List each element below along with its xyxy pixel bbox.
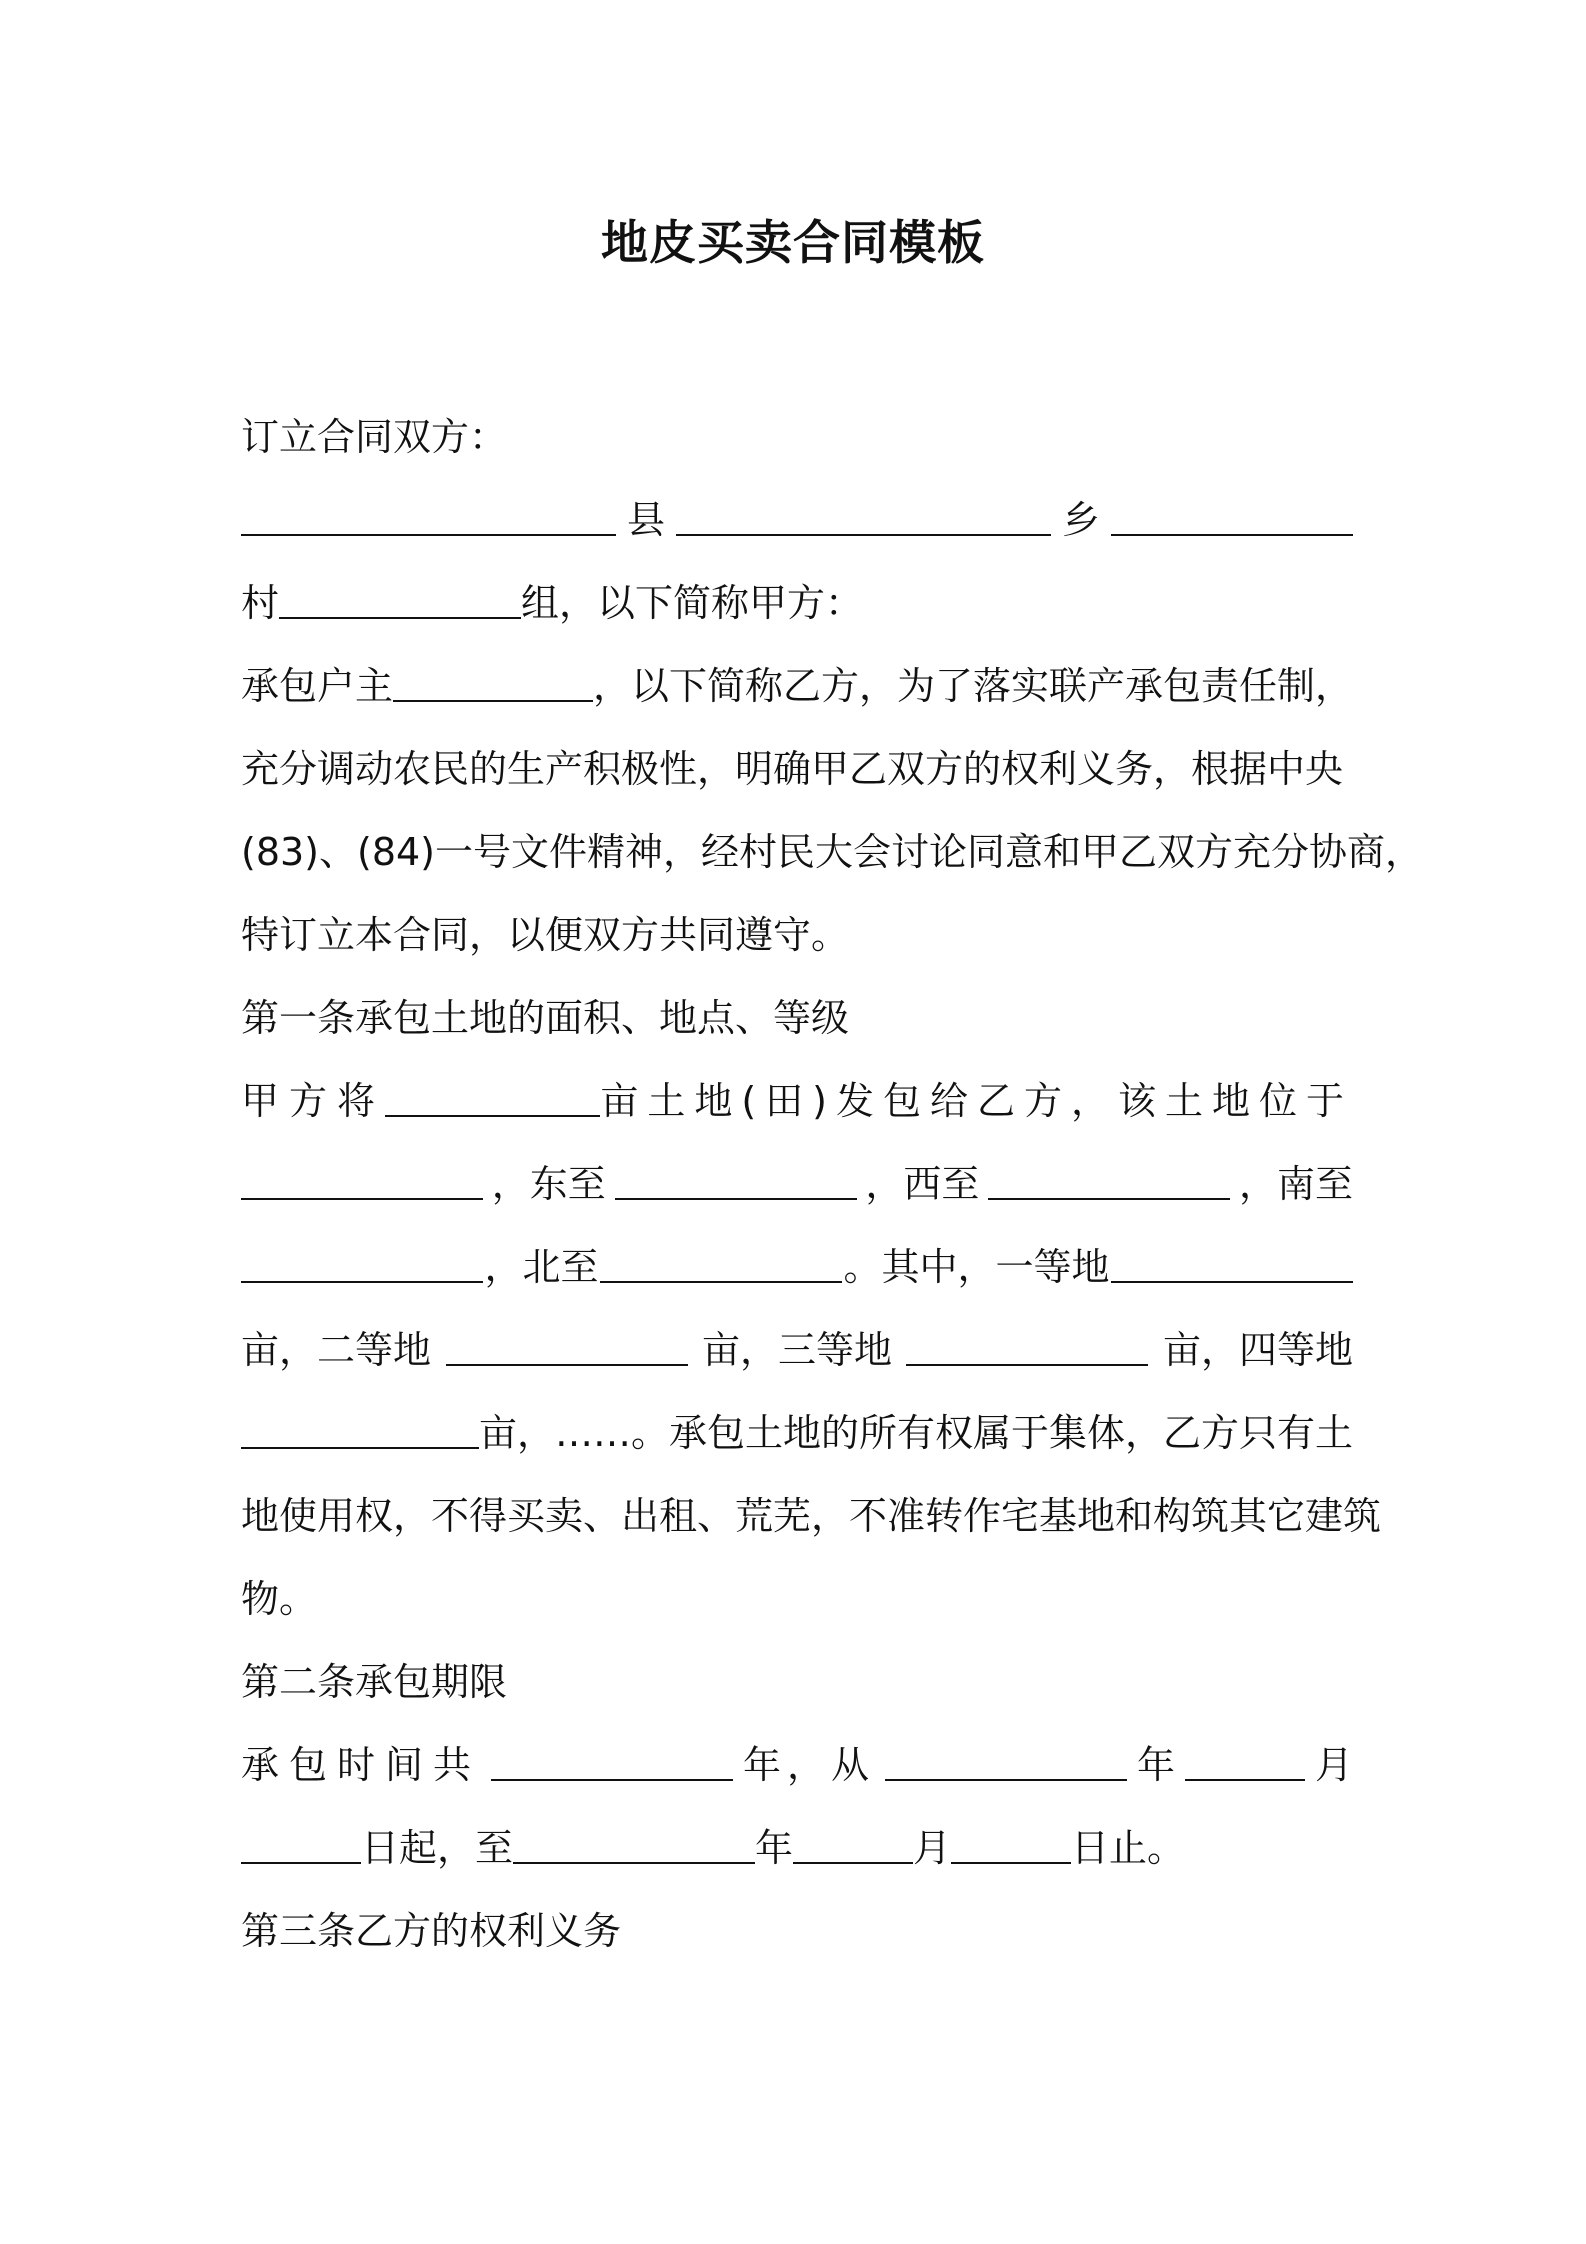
start-year-blank[interactable]	[885, 1735, 1127, 1781]
start-month-label: 月	[1314, 1743, 1353, 1787]
para1-line-1	[241, 656, 1353, 716]
third-grade-label: 亩，三等地	[701, 1328, 892, 1372]
start-day-blank[interactable]	[241, 1818, 361, 1864]
para1-line-2: 充分调动农民的生产积极性，明确甲乙双方的权利义务，根据中央	[241, 747, 1344, 791]
article1-l1-b: 亩土地(田)发包给乙方，该土地位于	[600, 1079, 1353, 1123]
article1-line-3	[241, 1237, 1353, 1297]
para1-line-4: 特订立本合同，以便双方共同遵守。	[241, 913, 850, 957]
second-grade-label: 亩，二等地	[241, 1328, 432, 1372]
first-grade-label: 。其中，一等地	[843, 1245, 1110, 1289]
fourth-grade-blank[interactable]	[241, 1403, 479, 1449]
west-blank[interactable]	[988, 1154, 1230, 1200]
end-month-label: 月	[913, 1826, 952, 1870]
article1-line-1	[241, 1071, 1353, 1131]
group-tail: 组，以下简称甲方：	[521, 581, 864, 625]
county-blank[interactable]	[241, 490, 616, 536]
village-label: 村	[241, 581, 280, 625]
article1-line-4	[241, 1320, 1353, 1380]
party-line-1	[241, 490, 1353, 550]
county-label: 县	[626, 498, 665, 542]
fourth-grade-label: 亩，四等地	[1162, 1328, 1353, 1372]
group-blank[interactable]	[279, 573, 521, 619]
article2-line-2	[241, 1818, 1353, 1878]
start-month-blank[interactable]	[1185, 1735, 1305, 1781]
end-day-label: 日止。	[1071, 1826, 1186, 1870]
para1-prefix: 承包户主	[241, 664, 394, 708]
village-blank[interactable]	[1111, 490, 1353, 536]
end-year-label: 年	[755, 1826, 794, 1870]
township-label: 乡	[1061, 498, 1100, 542]
east-label: ，东至	[491, 1162, 606, 1206]
article1-heading: 第一条承包土地的面积、地点、等级	[241, 996, 850, 1040]
location-blank[interactable]	[241, 1154, 483, 1200]
article1-line-6: 地使用权，不得买卖、出租、荒芜，不准转作宅基地和构筑其它建筑	[241, 1494, 1382, 1538]
article2-l1-a: 承包时间共	[241, 1743, 482, 1787]
para1-suffix: ，以下简称乙方，为了落实联产承包责任制，	[592, 664, 1353, 708]
document-title: 地皮买卖合同模板	[601, 216, 985, 271]
start-day-label: 日起，至	[361, 1826, 514, 1870]
article2-heading: 第二条承包期限	[241, 1660, 508, 1704]
west-label: ，西至	[865, 1162, 980, 1206]
article2-line-1	[241, 1735, 1353, 1795]
para1-line-3: (83)、(84)一号文件精神，经村民大会讨论同意和甲乙双方充分协商，	[241, 830, 1424, 874]
article1-line-5	[241, 1403, 1353, 1463]
north-label: ，北至	[484, 1245, 599, 1289]
end-month-blank[interactable]	[793, 1818, 913, 1864]
south-blank[interactable]	[241, 1237, 483, 1283]
article1-line-7: 物。	[241, 1577, 318, 1621]
area-blank[interactable]	[385, 1071, 600, 1117]
intro-line: 订立合同双方：	[241, 415, 508, 459]
end-year-blank[interactable]	[513, 1818, 755, 1864]
third-grade-blank[interactable]	[906, 1320, 1148, 1366]
township-blank[interactable]	[676, 490, 1051, 536]
south-label: ，南至	[1238, 1162, 1353, 1206]
article1-l5-text: 亩，……。承包土地的所有权属于集体，乙方只有土	[478, 1411, 1353, 1455]
end-day-blank[interactable]	[951, 1818, 1071, 1864]
second-grade-blank[interactable]	[446, 1320, 688, 1366]
term-from-label: 年，从	[742, 1743, 875, 1787]
term-years-blank[interactable]	[491, 1735, 733, 1781]
start-year-label: 年	[1136, 1743, 1175, 1787]
north-blank[interactable]	[600, 1237, 842, 1283]
east-blank[interactable]	[615, 1154, 857, 1200]
article1-l1-a: 甲方将	[241, 1079, 386, 1123]
article1-line-2	[241, 1154, 1353, 1214]
first-grade-blank[interactable]	[1111, 1237, 1353, 1283]
article3-heading: 第三条乙方的权利义务	[241, 1909, 622, 1953]
household-head-blank[interactable]	[393, 656, 593, 702]
party-line-2	[241, 573, 1353, 633]
